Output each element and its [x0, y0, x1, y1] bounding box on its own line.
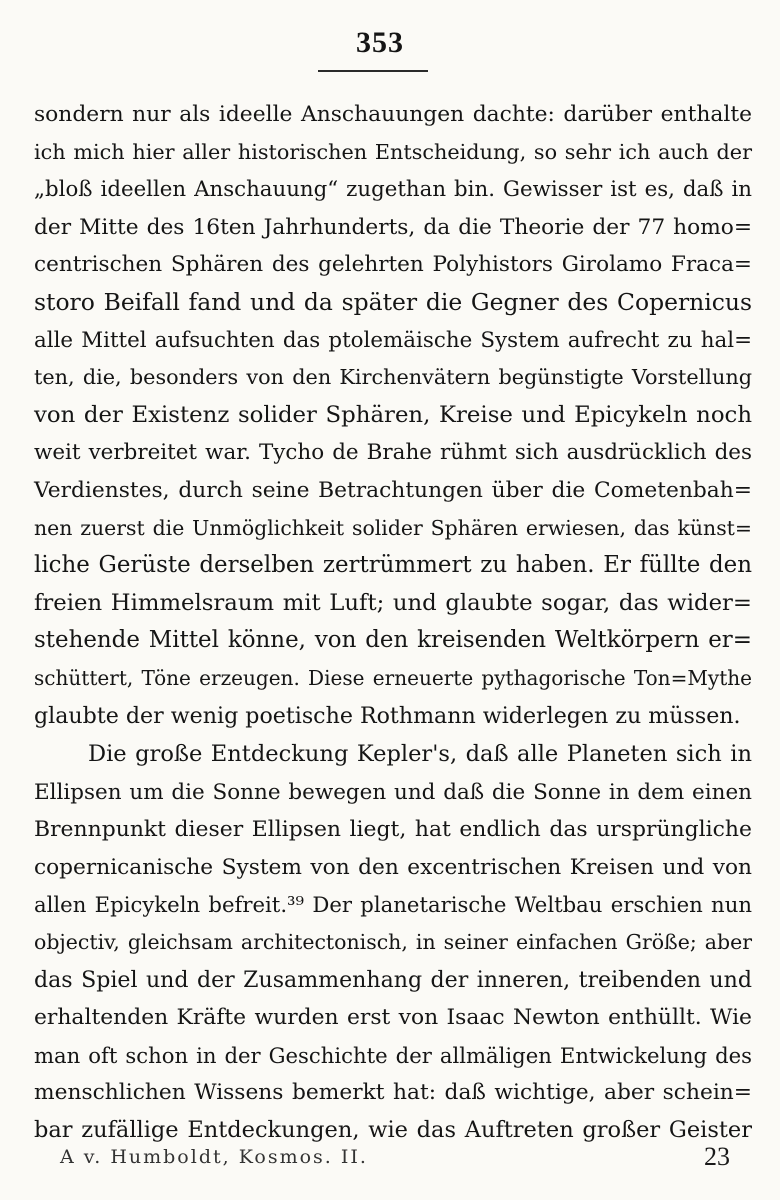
text-line: ich mich hier aller historischen Entscheidung, so sehr ich auch der	[34, 139, 752, 164]
page-footer	[60, 1142, 730, 1182]
text-line: ten, die, besonders von den Kirchenvätern begünstigte Vorstellung	[34, 365, 752, 390]
text-line: storo Beifall fand und da später die Gegner des Copernicus	[34, 287, 752, 316]
paragraph-1	[34, 96, 752, 735]
sheet-number: 23	[704, 1142, 730, 1171]
text-line: „bloß ideellen Anschauung“ zugethan bin. Gewisser ist es, daß in	[34, 177, 752, 203]
text-line: alle Mittel aufsuchten das ptolemäische System aufrecht zu hal=	[34, 327, 752, 353]
text-line: glaubte der wenig poetische Rothmann widerlegen zu müssen.	[34, 702, 741, 729]
text-line: bar zufällige Entdeckungen, wie das Auftreten großer Geister	[34, 1117, 752, 1144]
page-number: 353	[356, 26, 404, 59]
text-line: das Spiel und der Zusammenhang der inneren, treibenden und	[34, 966, 752, 993]
text-line: weit verbreitet war. Tycho de Brahe rühmt sich ausdrücklich des	[34, 440, 752, 466]
text-line: liche Gerüste derselben zertrümmert zu haben. Er füllte den	[34, 552, 752, 579]
text-line: objectiv, gleichsam architectonisch, in seiner einfachen Größe; aber	[34, 930, 752, 955]
text-line: erhaltenden Kräfte wurden erst von Isaac Newton enthüllt. Wie	[34, 1005, 752, 1031]
text-line: freien Himmelsraum mit Luft; und glaubte sogar, das wider=	[34, 589, 752, 616]
text-line: Verdienstes, durch seine Betrachtungen über die Cometenbah=	[34, 477, 752, 503]
paragraph-2	[34, 736, 752, 1150]
text-line: man oft schon in der Geschichte der allmäligen Entwickelung des	[34, 1042, 752, 1068]
text-line: copernicanische System von den excentrischen Kreisen und von	[34, 854, 752, 880]
text-line: menschlichen Wissens bemerkt hat: daß wichtige, aber schein=	[34, 1080, 752, 1106]
text-line: schüttert, Töne erzeugen. Diese erneuerte pythagorische Ton=Mythe	[34, 665, 752, 690]
text-line: Brennpunkt dieser Ellipsen liegt, hat endlich das ursprüngliche	[34, 817, 752, 843]
text-line: nen zuerst die Unmöglichkeit solider Sphären erwiesen, das künst=	[34, 515, 752, 540]
header-rule	[318, 70, 428, 72]
text-line: Die große Entdeckung Kepler's, daß alle Planeten sich in	[88, 741, 752, 768]
text-line: von der Existenz solider Sphären, Kreise und Epicykeln noch	[34, 401, 752, 428]
text-line: allen Epicykeln befreit.³⁹ Der planetarische Weltbau erschien nun	[34, 892, 752, 918]
text-line: centrischen Sphären des gelehrten Polyhistors Girolamo Fraca=	[34, 252, 752, 278]
text-line: Ellipsen um die Sonne bewegen und daß die Sonne in dem einen	[34, 779, 752, 805]
text-line: sondern nur als ideelle Anschauungen dachte: darüber enthalte	[34, 102, 752, 127]
body-text	[34, 96, 752, 1150]
text-line: der Mitte des 16ten Jahrhunderts, da die Theorie der 77 homo=	[34, 214, 752, 240]
text-line: stehende Mittel könne, von den kreisenden Weltkörpern er=	[34, 627, 752, 654]
signature-mark: A v. Humboldt, Kosmos. II.	[60, 1146, 368, 1168]
